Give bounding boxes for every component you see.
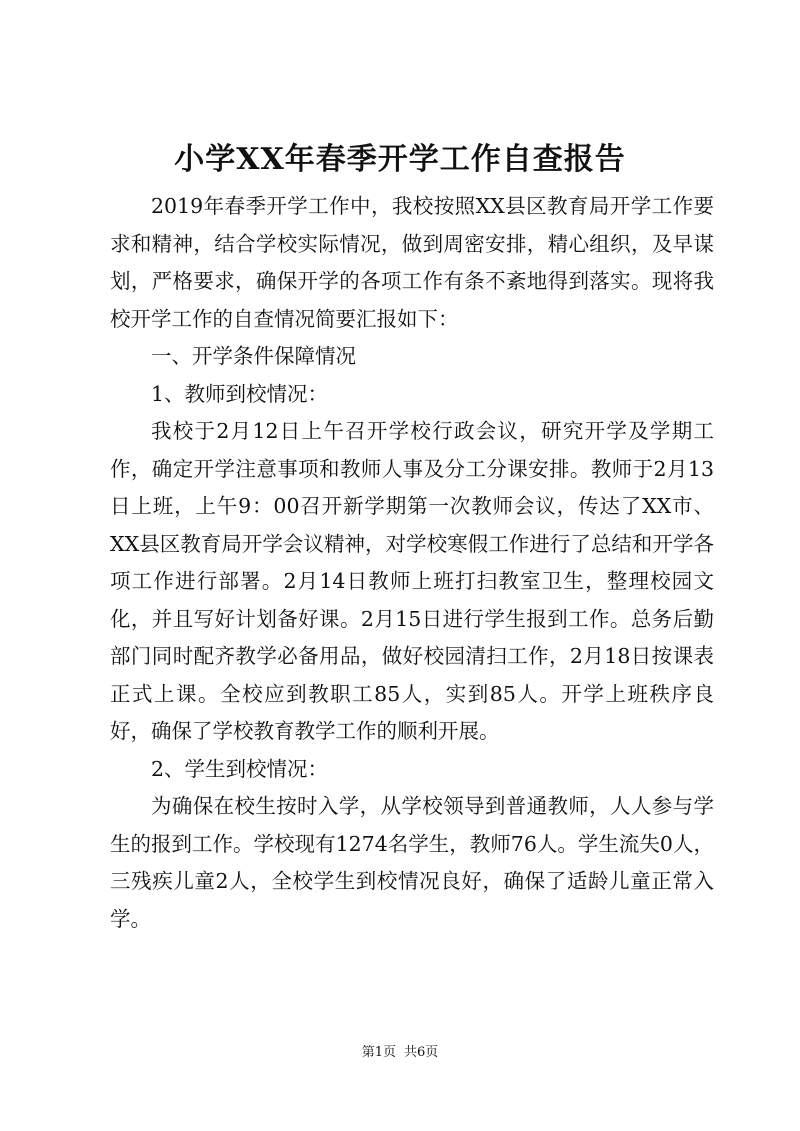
subheading-students: 2、学生到校情况：	[151, 756, 329, 781]
section-heading-conditions: 一、开学条件保障情况	[151, 344, 356, 368]
page-number: 第1页	[361, 1045, 396, 1060]
paragraph-students: 为确保在校生按时入学，从学校领导到普通教师，人人参与学生的报到工作。学校现有1274名学生，教师76人。学生流失0人，三残疾儿童2人，全校学生到校情况良好，确保了适龄儿童正常入学。	[110, 794, 714, 931]
document-body	[110, 188, 714, 938]
subheading-teachers: 1、教师到校情况：	[151, 381, 329, 406]
page-total: 共6页	[404, 1045, 439, 1060]
paragraph-intro: 2019年春季开学工作中，我校按照XX县区教育局开学工作要求和精神，结合学校实际情况，做到周密安排，精心组织，及早谋划，严格要求，确保开学的各项工作有条不紊地得到落实。现将我校开学工作的自查情况简要汇报如下：	[110, 194, 714, 331]
document-title: 小学XX年春季开学工作自查报告	[174, 142, 626, 177]
paragraph-teachers: 我校于2月12日上午召开学校行政会议，研究开学及学期工作，确定开学注意事项和教师人事及分工分课安排。教师于2月13日上班，上午9：00召开新学期第一次教师会议，传达了XX市、XX县区教育局开学会议精神，对学校寒假工作进行了总结和开学各项工作进行部署。2月14日教师上班打扫教室卫生，整理校园文化，并且写好计划备好课。2月15日进行学生报到工作。总务后勤部门同时配齐教学必备用品，做好校园清扫工作，2月18日按课表正式上课。全校应到教职工85人，实到85人。开学上班秩序良好，确保了学校教育教学工作的顺利开展。	[110, 419, 714, 743]
page-footer	[0, 1043, 800, 1063]
